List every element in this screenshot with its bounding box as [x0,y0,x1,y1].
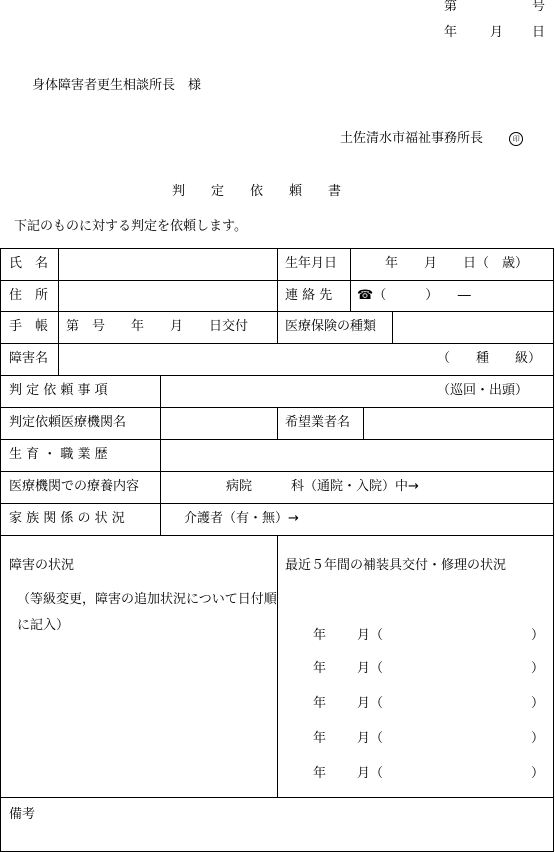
date-year: 年 [444,25,458,40]
number-suffix: 号 [532,0,546,14]
date-day: 日 [532,25,546,40]
family-field[interactable]: 介護者（有・無）→ [184,511,299,526]
recent-close: ） [531,766,545,781]
judgment-items-label: 判 定 依 頼 事 項 [9,383,108,398]
remarks-field[interactable] [1,826,553,850]
vendor-label: 希望業者名 [285,415,351,430]
name-label: 氏 名 [9,256,49,271]
techo-label: 手 帳 [9,319,49,334]
recent-close: ） [531,661,545,676]
recent-label: 最近５年間の補装具交付・修理の状況 [285,558,507,573]
condition-label: 障害の状況 [9,558,75,573]
techo-field[interactable]: 第 号 年 月 日交付 [66,319,249,334]
judgment-items-field[interactable]: （巡回・出頭） [437,383,529,398]
seal-icon: 印 [509,132,523,146]
number-prefix: 第 [444,0,458,14]
remarks-label: 備考 [9,807,36,822]
recent-year: 年 [313,661,327,676]
insurance-label: 医療保険の種類 [285,319,377,334]
intro-text: 下記のものに対する判定を依頼します。 [14,219,247,234]
recent-close: ） [531,696,545,711]
recent-month: 月（ [357,661,384,676]
vendor-field[interactable] [364,408,553,439]
sender [340,131,523,147]
recent-month: 月（ [357,766,384,781]
history-label: 生 育 ・ 職 業 歴 [9,447,108,462]
sender-name: 土佐清水市福祉事務所長 [340,131,484,146]
condition-note: （等級変更，障害の追加状況について日付順に記入） [17,592,277,633]
name-field[interactable] [59,249,277,280]
recent-month: 月（ [357,696,384,711]
institution-label: 判定依頼医療機関名 [9,415,127,430]
insurance-field[interactable] [393,312,553,343]
institution-field[interactable] [161,408,277,439]
treatment-label: 医療機関での療養内容 [9,479,140,494]
recent-year: 年 [313,628,327,643]
recent-year: 年 [313,696,327,711]
address-label: 住 所 [9,288,49,303]
date-month: 月 [490,25,504,40]
contact-label: 連 絡 先 [285,288,333,303]
contact-field[interactable]: ☎（ ） ― [357,288,471,303]
recent-close: ） [531,628,545,643]
recent-close: ） [531,731,545,746]
recent-year: 年 [313,766,327,781]
disability-grade[interactable]: （ 種 級） [437,351,542,366]
recent-year: 年 [313,731,327,746]
treatment-field[interactable]: 病院 科（通院・入院）中→ [226,479,419,494]
recent-month: 月（ [357,628,384,643]
history-field[interactable] [161,440,553,471]
birthdate-label: 生年月日 [285,256,338,271]
document-title: 判 定 依 頼 書 [172,184,342,199]
addressee: 身体障害者更生相談所長 様 [32,78,202,93]
address-field[interactable] [59,281,277,311]
birthdate-field[interactable]: 年 月 日（ 歳） [385,256,529,271]
family-label: 家 族 関 係 の 状 況 [9,511,125,526]
disability-name-label: 障害名 [9,351,49,366]
recent-month: 月（ [357,731,384,746]
